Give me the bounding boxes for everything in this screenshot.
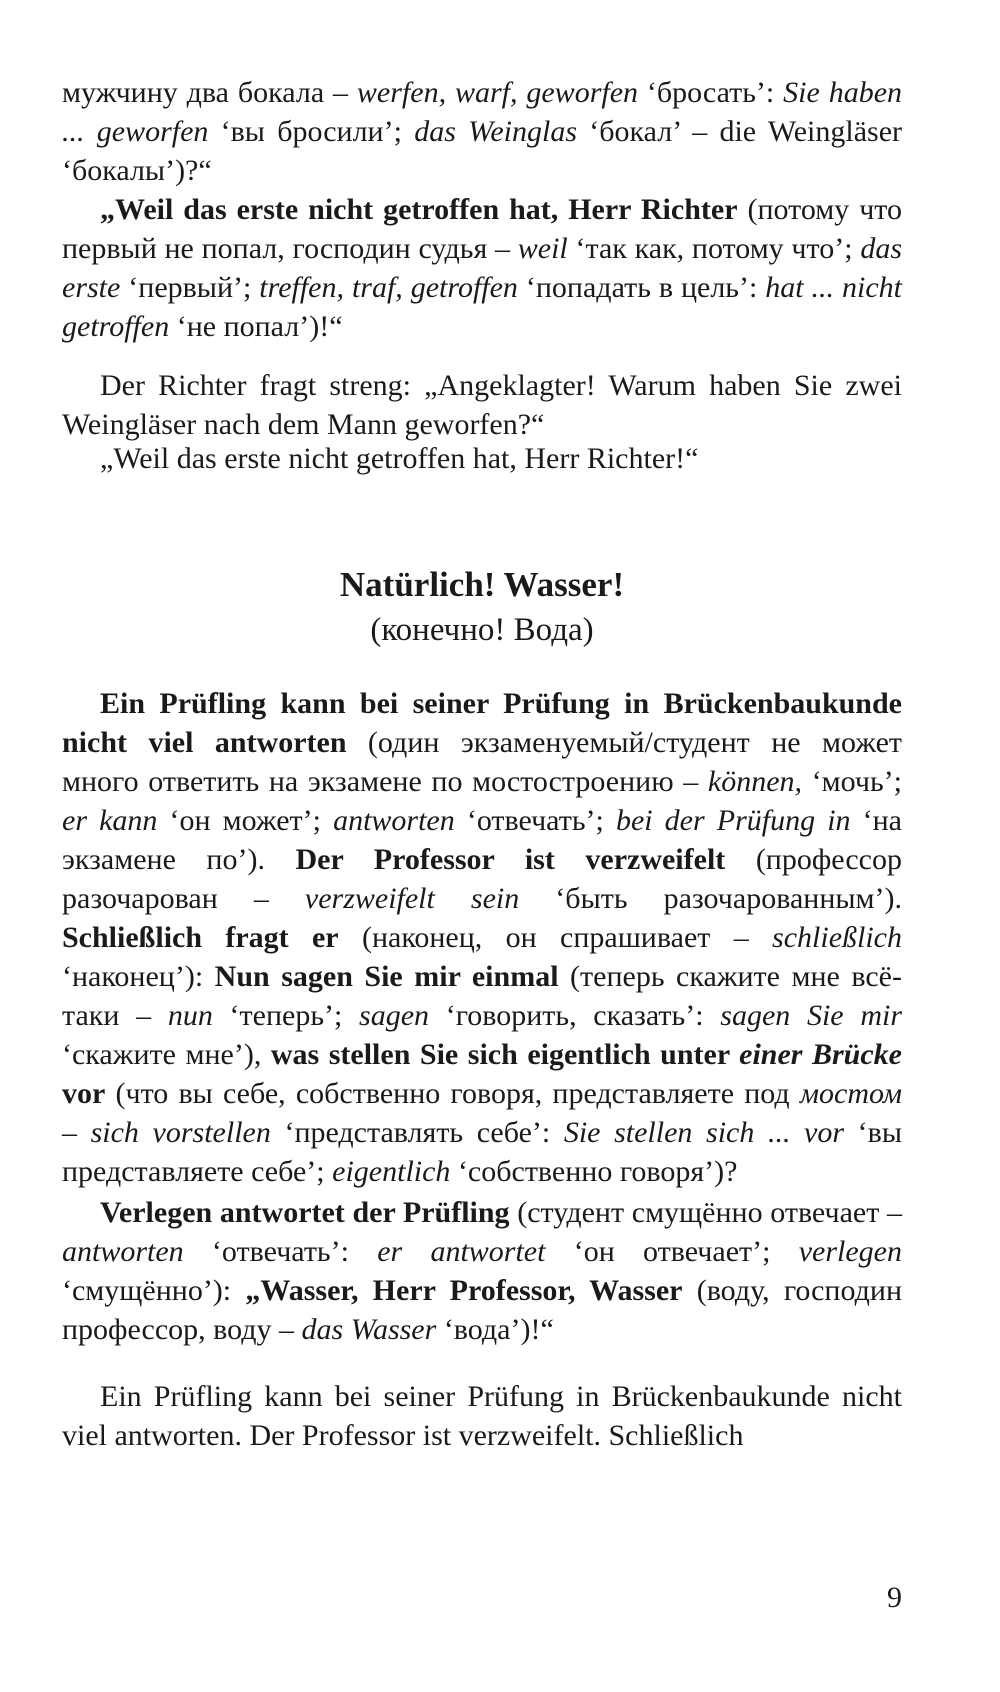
paragraph-continuation: мужчину два бокала – werfen, warf, geworfen ‘бросать’: Sie haben ... geworfen ‘вы бросили’; das Weinglas ‘бокал’ – die Weingläser ‘бокалы’)?“ <box>62 76 903 187</box>
paragraph-reply-glossed: Verlegen antwortet der Prüfling (студент смущённо отвечает – antworten ‘отвечать’: er antwortet ‘он отвечает’; verlegen ‘смущённо’): „Wasser, Herr Professor, Wasser (воду, господин профессор, воду – das Wasser ‘вода’)!“ <box>62 1196 902 1346</box>
paragraph-plain-question: Der Richter fragt streng: „Angeklagter! Warum haben Sie zwei Weingläser nach dem Mann geworfen?“ <box>62 369 902 441</box>
story-subtitle: (конечно! Вода) <box>370 612 594 648</box>
paragraph-plain-answer: „Weil das erste nicht getroffen hat, Herr Richter!“ <box>100 442 699 475</box>
story-title: Natürlich! Wasser! <box>339 565 625 604</box>
paragraph-story-glossed: Ein Prüfling kann bei seiner Prüfung in Brückenbaukunde nicht viel antworten (один экзаменуемый/студент не может много ответить на экзамене по мостостроению – können, ‘мочь’; er kann ‘он может’; antworten ‘отвечать’; bei der Prüfung in ‘на экзамене по’). Der Professor ist verzweifelt (профессор разочарован – verzweifelt sein ‘быть разочарованным’). Schließlich fragt er (наконец, он спрашивает – schließlich ‘наконец’): Nun sagen Sie mir einmal (теперь скажите мне всё-таки – nun ‘теперь’; sagen ‘говорить, сказать’: sagen Sie mir ‘скажите мне’), was stellen Sie sich eigentlich unter einer Brücke vor (что вы себе, собственно говоря, представляете под мостом – sich vorstellen ‘представлять себе’: Sie stellen sich ... vor ‘вы представляете себе’; eigentlich ‘собственно говоря’)? <box>62 687 903 1188</box>
story-heading <box>62 562 902 652</box>
paragraph-answer-glossed: „Weil das erste nicht getroffen hat, Herr Richter (потому что первый не попал, господин судья – weil ‘так как, потому что’; das erste ‘первый’; treffen, traf, getroffen ‘попадать в цель’: hat ... nicht getroffen ‘не попал’)!“ <box>62 193 903 343</box>
page-number: 9 <box>887 1581 902 1614</box>
paragraph-plain-story: Ein Prüfling kann bei seiner Prüfung in Brückenbaukunde nicht viel antworten. Der Professor ist verzweifelt. Schließlich <box>62 1380 902 1452</box>
